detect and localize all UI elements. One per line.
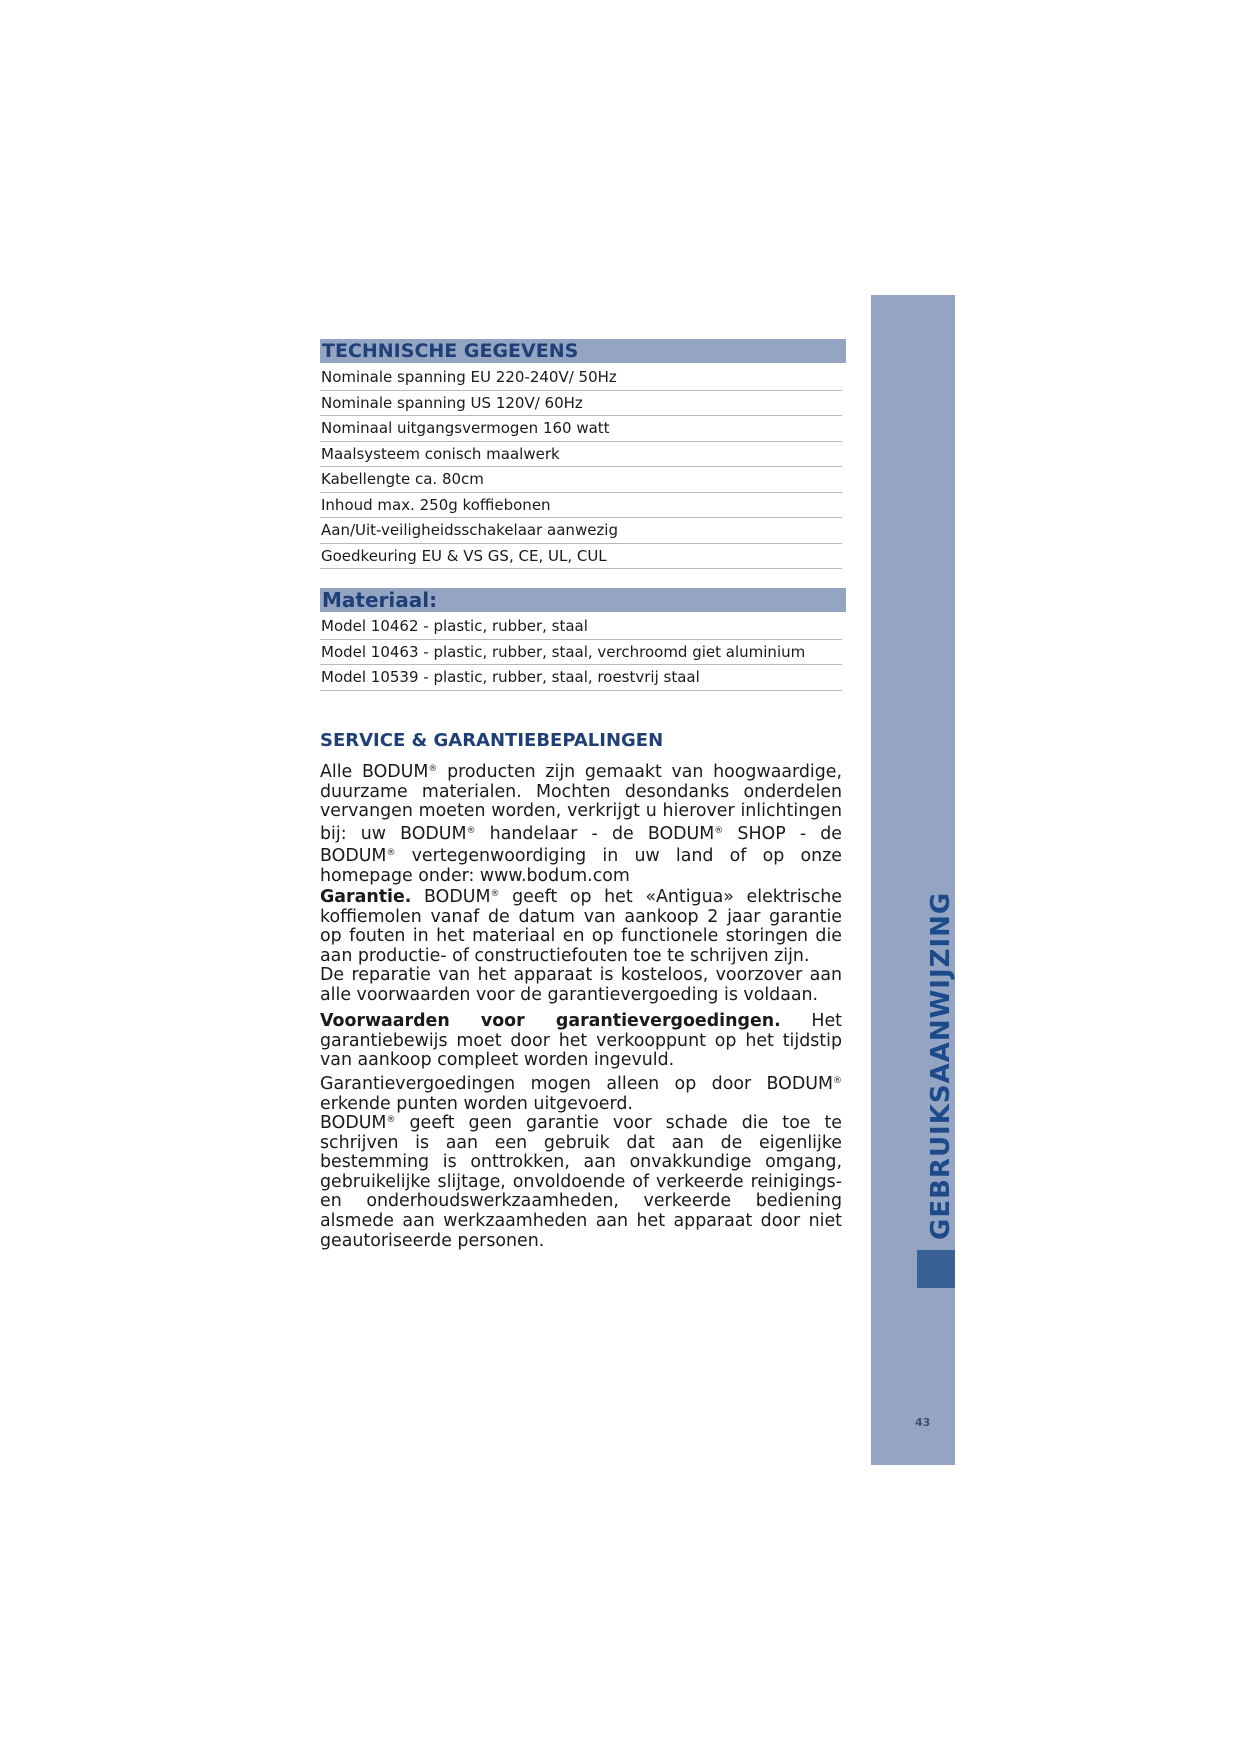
warranty-paragraph: Garantie. BODUM® geeft op het «Antigua» elektrische koffiemolen vanaf de datum van aankoop 2 jaar garantie op fouten in het materiaal en op functionele storingen die aan productie- of constructiefouten toe te schrijven zijn. De reparatie van het apparaat is kosteloos, voorzover aan alle voorwaarden voor de garantievergoeding is voldaan.	[320, 887, 843, 1005]
sidebar-band	[871, 295, 955, 1465]
sidebar-title: GEBRUIKSAANWIJZING	[926, 891, 956, 1240]
material-heading: Materiaal:	[320, 588, 846, 612]
page-number: 43	[915, 1416, 931, 1429]
service-heading: SERVICE & GARANTIEBEPALINGEN	[320, 730, 664, 751]
conditions-paragraph: Voorwaarden voor garantievergoedingen. Het garantiebewijs moet door het verkooppunt op het tijdstip van aankoop compleet worden ingevuld.	[320, 1011, 842, 1071]
spec-row: Goedkeuring EU & VS GS, CE, UL, CUL	[320, 544, 842, 570]
technical-list	[320, 365, 842, 569]
conditions-paragraph-3: BODUM® geeft geen garantie voor schade die toe te schrijven is aan een gebruik dat aan de eigenlijke bestemming is onttrokken, aan onvakkundige omgang, gebruikelijke slijtage, onvoldoende of verkeerde reinigings- en onderhoudswerkzaamheden, verkeerde bediening alsmede aan werkzaamheden aan het apparaat door niet geautoriseerde personen.	[320, 1113, 842, 1251]
spec-row: Aan/Uit-veiligheidsschakelaar aanwezig	[320, 518, 842, 544]
material-list	[320, 614, 842, 691]
spec-row: Nominale spanning US 120V/ 60Hz	[320, 391, 842, 417]
conditions-label: Voorwaarden voor garantievergoedingen.	[320, 1011, 781, 1031]
spec-row: Inhoud max. 250g koffiebonen	[320, 493, 842, 519]
spec-row: Nominale spanning EU 220-240V/ 50Hz	[320, 365, 842, 391]
material-row: Model 10463 - plastic, rubber, staal, verchroomd giet aluminium	[320, 640, 842, 666]
material-row: Model 10462 - plastic, rubber, staal	[320, 614, 842, 640]
sidebar-marker	[917, 1250, 955, 1288]
technical-heading: TECHNISCHE GEGEVENS	[320, 339, 846, 363]
spec-row: Kabellengte ca. 80cm	[320, 467, 842, 493]
spec-row: Nominaal uitgangsvermogen 160 watt	[320, 416, 842, 442]
service-paragraph: Alle BODUM® producten zijn gemaakt van hoogwaardige, duurzame materialen. Mochten desondanks onderdelen vervangen moeten worden, verkrijgt u hierover inlichtingen bij: uw BODUM® handelaar - de BODUM® SHOP - de BODUM® vertegenwoordiging in uw land of op onze homepage onder: www.bodum.com	[320, 762, 842, 886]
material-row: Model 10539 - plastic, rubber, staal, roestvrij staal	[320, 665, 842, 691]
warranty-label: Garantie.	[320, 887, 412, 907]
spec-row: Maalsysteem conisch maalwerk	[320, 442, 842, 468]
conditions-paragraph-2: Garantievergoedingen mogen alleen op door BODUM® erkende punten worden uitgevoerd.	[320, 1074, 842, 1114]
